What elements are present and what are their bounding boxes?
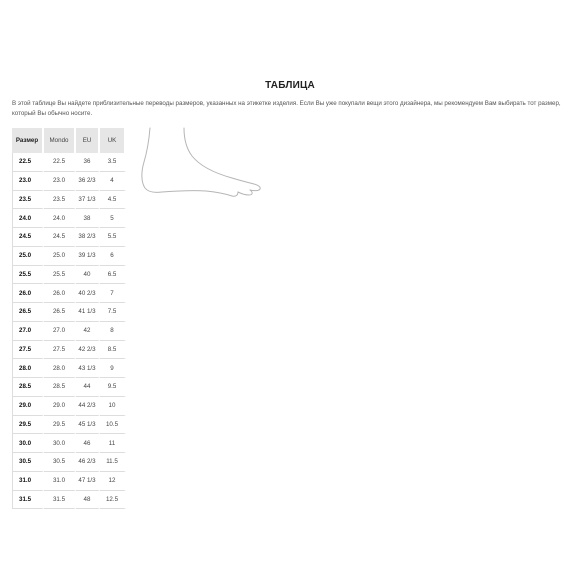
cell-mondo: 27.0 (44, 322, 76, 341)
cell-eu: 42 2/3 (76, 341, 100, 360)
cell-uk: 4.5 (100, 191, 126, 210)
cell-uk: 5.5 (100, 228, 126, 247)
table-row (12, 209, 126, 228)
cell-size: 23.5 (12, 191, 44, 210)
header-size: Размер (12, 128, 44, 153)
cell-eu: 39 1/3 (76, 247, 100, 266)
cell-mondo: 23.5 (44, 191, 76, 210)
cell-eu: 48 (76, 491, 100, 510)
table-row (12, 341, 126, 360)
cell-uk: 9 (100, 359, 126, 378)
cell-size: 25.5 (12, 266, 44, 285)
cell-mondo: 26.0 (44, 284, 76, 303)
cell-eu: 40 (76, 266, 100, 285)
cell-eu: 37 1/3 (76, 191, 100, 210)
cell-eu: 36 (76, 153, 100, 172)
cell-eu: 38 (76, 209, 100, 228)
cell-eu: 40 2/3 (76, 284, 100, 303)
table-row (12, 172, 126, 191)
table-row (12, 453, 126, 472)
cell-size: 28.0 (12, 359, 44, 378)
cell-mondo: 27.5 (44, 341, 76, 360)
cell-mondo: 31.0 (44, 472, 76, 491)
cell-mondo: 30.5 (44, 453, 76, 472)
table-row (12, 247, 126, 266)
table-row (12, 284, 126, 303)
size-table-body (12, 153, 126, 509)
cell-uk: 5 (100, 209, 126, 228)
table-row (12, 378, 126, 397)
cell-size: 24.5 (12, 228, 44, 247)
cell-uk: 6.5 (100, 266, 126, 285)
cell-uk: 7.5 (100, 303, 126, 322)
cell-eu: 46 2/3 (76, 453, 100, 472)
cell-size: 31.5 (12, 491, 44, 510)
cell-eu: 43 1/3 (76, 359, 100, 378)
cell-mondo: 26.5 (44, 303, 76, 322)
cell-size: 27.0 (12, 322, 44, 341)
cell-size: 29.5 (12, 416, 44, 435)
cell-mondo: 22.5 (44, 153, 76, 172)
intro-text: В этой таблице Вы найдете приблизительные переводы размеров, указанных на этикетке изделия. Если Вы уже покупали вещи этого дизайнера, мы рекомендуем Вам выбирать тот размер, который Вы обычно носите. (12, 100, 561, 117)
cell-eu: 42 (76, 322, 100, 341)
cell-uk: 6 (100, 247, 126, 266)
cell-mondo: 29.0 (44, 397, 76, 416)
cell-mondo: 24.5 (44, 228, 76, 247)
cell-uk: 11 (100, 434, 126, 453)
cell-size: 28.5 (12, 378, 44, 397)
cell-mondo: 24.0 (44, 209, 76, 228)
cell-eu: 44 (76, 378, 100, 397)
cell-eu: 36 2/3 (76, 172, 100, 191)
cell-size: 30.0 (12, 434, 44, 453)
cell-uk: 8 (100, 322, 126, 341)
foot-outline-svg (140, 126, 266, 204)
cell-size: 22.5 (12, 153, 44, 172)
cell-size: 24.0 (12, 209, 44, 228)
cell-eu: 41 1/3 (76, 303, 100, 322)
cell-uk: 8.5 (100, 341, 126, 360)
page-title: ТАБЛИЦА (265, 80, 315, 91)
cell-uk: 12.5 (100, 491, 126, 510)
cell-size: 29.0 (12, 397, 44, 416)
cell-uk: 4 (100, 172, 126, 191)
cell-size: 31.0 (12, 472, 44, 491)
table-row (12, 491, 126, 510)
header-mondo: Mondo (44, 128, 76, 153)
cell-mondo: 25.5 (44, 266, 76, 285)
cell-mondo: 23.0 (44, 172, 76, 191)
cell-size: 26.5 (12, 303, 44, 322)
size-table (12, 128, 126, 509)
cell-uk: 12 (100, 472, 126, 491)
cell-mondo: 28.5 (44, 378, 76, 397)
cell-size: 30.5 (12, 453, 44, 472)
cell-size: 26.0 (12, 284, 44, 303)
cell-eu: 44 2/3 (76, 397, 100, 416)
table-row (12, 359, 126, 378)
cell-mondo: 31.5 (44, 491, 76, 510)
cell-eu: 46 (76, 434, 100, 453)
cell-uk: 11.5 (100, 453, 126, 472)
cell-mondo: 29.5 (44, 416, 76, 435)
table-row (12, 228, 126, 247)
size-table-header-row (12, 128, 126, 153)
table-row (12, 434, 126, 453)
table-row (12, 153, 126, 172)
cell-eu: 47 1/3 (76, 472, 100, 491)
cell-size: 25.0 (12, 247, 44, 266)
table-row (12, 191, 126, 210)
cell-size: 27.5 (12, 341, 44, 360)
cell-uk: 10 (100, 397, 126, 416)
cell-uk: 9.5 (100, 378, 126, 397)
table-row (12, 303, 126, 322)
table-row (12, 322, 126, 341)
cell-size: 23.0 (12, 172, 44, 191)
cell-mondo: 30.0 (44, 434, 76, 453)
cell-uk: 3.5 (100, 153, 126, 172)
table-row (12, 266, 126, 285)
cell-mondo: 25.0 (44, 247, 76, 266)
foot-outline-icon (140, 126, 266, 204)
table-row (12, 472, 126, 491)
header-eu: EU (76, 128, 100, 153)
cell-mondo: 28.0 (44, 359, 76, 378)
cell-eu: 38 2/3 (76, 228, 100, 247)
cell-eu: 45 1/3 (76, 416, 100, 435)
cell-uk: 10.5 (100, 416, 126, 435)
header-uk: UK (100, 128, 126, 153)
cell-uk: 7 (100, 284, 126, 303)
table-row (12, 416, 126, 435)
table-row (12, 397, 126, 416)
